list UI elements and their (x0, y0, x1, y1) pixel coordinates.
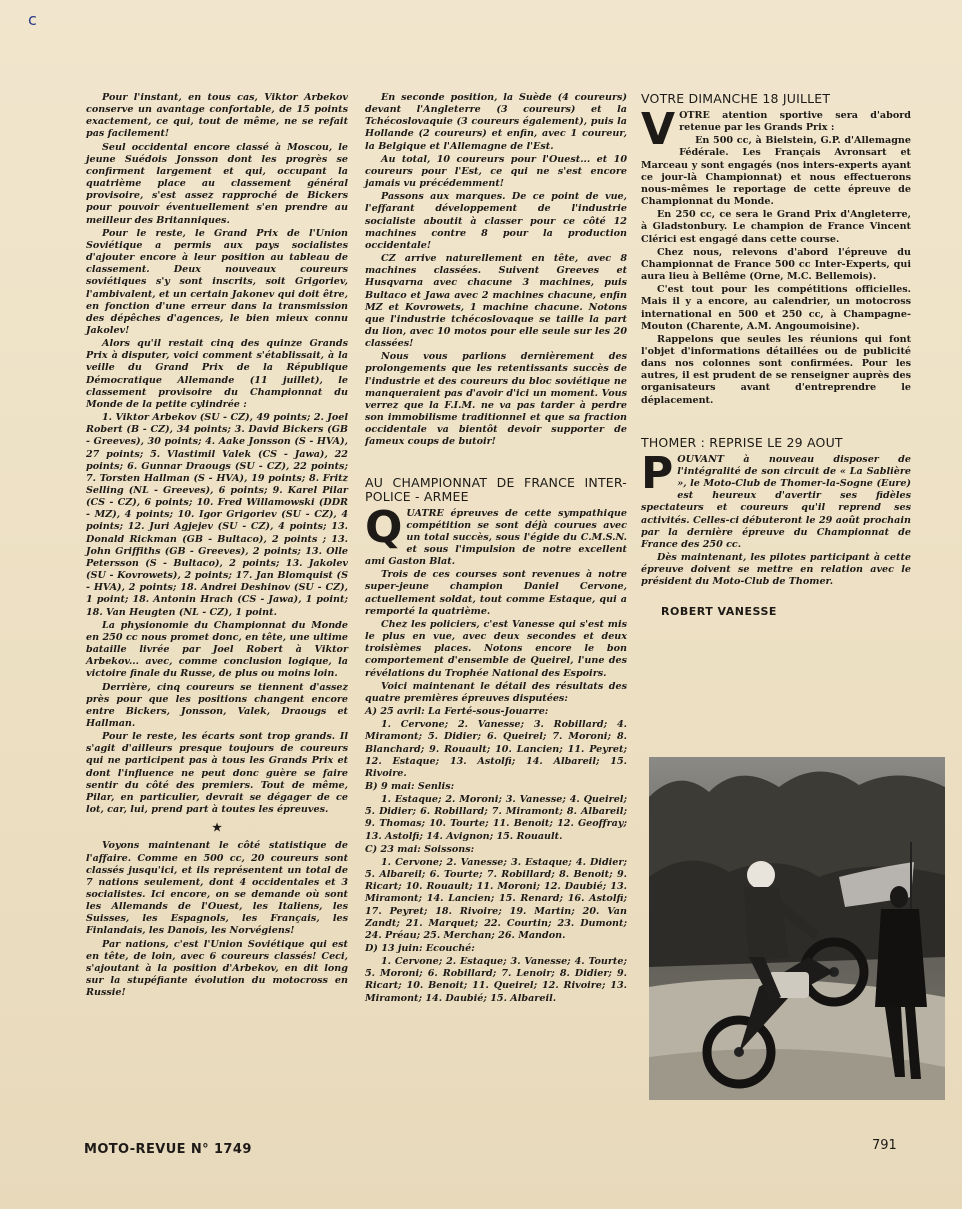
paragraph: Au total, 10 coureurs pour l'Ouest... et 10 coureurs pour l'Est, ce qui ne s'est encore jamais vu précédemment! (365, 153, 627, 190)
paragraph: OUVANT à nouveau disposer de l'intégralité de son circuit de « La Sablière », le Moto-Club de Thomer-la-Sogne (Eure) est heureux d'avertir ses fidèles spectateurs et coureurs qu'il reprend ses activités. Celles-ci débuteront le 29 août prochain par la dernière épreuve du Championnat de France des 250 cc. (641, 453, 911, 550)
paragraph: CZ arrive naturellement en tête, avec 8 machines classées. Suivent Greeves et Husqvarna avec chacune 3 machines, puis Bultaco et Jawa avec 2 machines chacune, enfin MZ et Kovrowets, 1 machine chacune. Notons que l'industrie tchécoslovaque se taille la part du lion, avec 10 motos pour elle seule sur les 20 classées! (365, 253, 627, 350)
race-results: 1. Estaque; 2. Moroni; 3. Vanesse; 4. Queirel; 5. Didier; 6. Robillard; 7. Miramont; 8. Albareil; 9. Thomas; 10. Tourte; 11. Benoit; 12. Geoffray; 13. Astolfi; 14. Avignon; 15. Rouault. (365, 794, 627, 842)
paragraph: C'est tout pour les compétitions officielles. Mais il y a encore, au calendrier, un motocross international en 500 et 250 cc, à Champagne-Mouton (Charente, A.M. Angoumoisine). (641, 284, 911, 332)
paragraph: Pour le reste, les écarts sont trop grands. Il s'agit d'ailleurs presque toujours de coureurs qui ne participent pas à tous les Grands Prix et dont l'influence ne peut donc guère se faire sentir du côté des premiers. Tout de même, Pilar, en particulier, devrait se dégager de ce lot, car, lui, prend part à toutes les épreuves. (86, 731, 348, 816)
paragraph: Derrière, cinq coureurs se tiennent d'assez près pour que les positions changent encore entre Bickers, Jonsson, Valek, Draougs et Hallman. (86, 681, 348, 729)
paragraph: La physionomie du Championnat du Monde en 250 cc nous promet donc, en tête, une ultime bataille livrée par Joel Robert à Viktor Arbekov... avec, comme conclusion logique, la victoire finale du Russe, de plus ou moins loin. (86, 619, 348, 680)
drop-cap: V (641, 104, 676, 155)
page-number: 791 (872, 1138, 897, 1153)
footer-magazine (84, 1142, 252, 1157)
paragraph: Alors qu'il restait cinq des quinze Grands Prix à disputer, voici comment s'établissait, à la veille du Grand Prix de la République Démocratique Allemande (11 juillet), le classement provisoire du Championnat du Monde de la petite cylindrée : (86, 338, 348, 410)
paragraph: En seconde position, la Suède (4 coureurs) devant l'Angleterre (3 coureurs) et la Tchécoslovaquie (3 coureurs également), puis la Hollande (2 coureurs) et enfin, avec 1 coureur, la Belgique et l'Allemagne de l'Est. (365, 92, 627, 152)
corner-mark: c (28, 10, 37, 29)
paragraph: Rappelons que seules les réunions qui font l'objet d'informations détaillées ou de publicité dans nos colonnes sont confirmées. Pour les autres, il est prudent de se renseigner auprès des organisateurs avant d'entreprendre le déplacement. (641, 333, 911, 406)
race-heading: D) 13 juin: Ecouché: (365, 943, 475, 954)
race-heading: C) 23 mai: Soissons: (365, 843, 475, 855)
paragraph: Dès maintenant, les pilotes participant à cette épreuve doivent se mettre en relation avec le président du Moto-Club de Thomer. (641, 552, 911, 588)
paragraph: Pour le reste, le Grand Prix de l'Union Soviétique a permis aux pays socialistes d'ajouter encore à leur position au tableau de classement. Deux nouveaux coureurs soviétiques s'y sont inscrits, soit Grigoriev, l'ambivalent, et un certain Jakonev qui doit être, en fonction d'une erreur dans la transmission des dépêches d'agences, le bien mieux connu Jakolev! (86, 227, 348, 336)
paragraph: Chez les policiers, c'est Vanesse qui s'est mis le plus en vue, avec deux secondes et deux troisièmes places. Notons encore le bon comportement d'ensemble de Queirel, l'une des révélations du Trophée National des Espoirs. (365, 618, 627, 679)
author-signature: ROBERT VANESSE (661, 605, 777, 619)
drop-cap: Q (365, 501, 403, 553)
race-results: 1. Cervone; 2. Vanesse; 3. Robillard; 4. Miramont; 5. Didier; 6. Queirel; 7. Moroni; 8. Blanchard; 9. Rouault; 10. Lancien; 11. Peyret; 12. Estaque; 13. Astolfi; 14. Albareil; 15. Rivoire. (365, 719, 627, 779)
race-results: 1. Cervone; 2. Vanesse; 3. Estaque; 4. Didier; 5. Albareil; 6. Tourte; 7. Robillard; 8. Benoit; 9. Ricart; 10. Rouault; 11. Moroni; 12. Daubié; 13. Miramont; 14. Lancien; 15. Renard; 16. Astolfi; 17. Peyret; 18. Rivoire; 19. Martin; 20. Van Zandt; 21. Marquet; 22. Courtin; 23. Dumont; 24. Préau; 25. Merchan; 26. Mandon. (365, 856, 627, 941)
paragraph: En 500 cc, à Bielstein, G.P. d'Allemagne Fédérale. Les Français Avronsart et Marceau y sont engagés (nos inters-experts ayant ce jour-là Championnat) et nous effectuerons nous-mêmes le reportage de cette épreuve de Championnat du Monde. (641, 135, 911, 208)
drop-cap: P (641, 447, 674, 499)
section-heading-thomer: THOMER : REPRISE LE 29 AOUT (641, 434, 843, 450)
column-3 (641, 92, 911, 619)
paragraph: Seul occidental encore classé à Moscou, le jeune Suédois Jonsson dont les progrès se confirment largement et qui, occupant la quatrième place au classement général provisoire, s'est assez rapproché de Bickers pour pouvoir éventuellement s'en prendre au meilleur des Britanniques. (86, 141, 348, 226)
paragraph: En 250 cc, ce sera le Grand Prix d'Angleterre, à Gladstonbury. Le champion de France Vincent Clérici est engagé dans cette course. (641, 209, 911, 245)
column-1 (86, 92, 348, 1000)
paragraph: OTRE atention sportive sera d'abord retenue par les Grands Prix : (679, 110, 911, 134)
paragraph: Chez nous, relevons d'abord l'épreuve du Championnat de France 500 cc Inter-Experts, qui aura lieu à Bellême (Orne, M.C. Bellemois). (641, 246, 911, 283)
issue-number: N° 1749 (190, 1142, 252, 1157)
paragraph: Trois de ces courses sont revenues à notre super-jeune champion Daniel Cervone, actuellement soldat, tout comme Estaque, qui a remporté la quatrième. (365, 569, 627, 617)
motocross-rider-illustration (649, 757, 945, 1100)
race-heading: B) 9 mai: Senlis: (365, 780, 455, 792)
race-results: 1. Cervone; 2. Estaque; 3. Vanesse; 4. Tourte; 5. Moroni; 6. Robillard; 7. Lenoir; 8. Didier; 9. Ricart; 10. Benoit; 11. Queirel; 12. Rivoire; 13. Miramont; 14. Daubié; 15. Albareil. (365, 956, 627, 1004)
paragraph: Voici maintenant le détail des résultats des quatre premières épreuves disputées: (365, 680, 627, 704)
column-2 (365, 92, 627, 1006)
standings-list: 1. Viktor Arbekov (SU - CZ), 49 points; 2. Joel Robert (B - CZ), 34 points; 3. David Bickers (GB - Greeves), 30 points; 4. Aake Jonsson (S - HVA), 27 points; 5. Vlastimil Valek (CS - Jawa), 22 points; 6. Gunnar Draougs (SU - CZ), 22 points; 7. Torsten Hallman (S - HVA), 19 points; 8. Fritz Selling (NL - Greeves), 6 points; 9. Karel Pilar (CS - CZ), 6 points; 10. Fred Willamowski (DDR - MZ), 4 points; 10. Igor Grigoriev (SU - CZ), 4 points; 12. Juri Agjejev (SU - CZ), 4 points; 13. Donald Rickman (GB - Bultaco), 2 points ; 13. John Griffiths (GB - Greeves), 2 points; 13. Olle Petersson (S - Bultaco), 2 points; 13. Jakolev (SU - Kovrowets), 2 points; 17. Jan Blomquist (S - HVA), 2 points; 18. Andrei Deshinov (SU - CZ), 1 point; 18. Antonin Hrach (CS - Jawa), 1 point; 18. Van Heugten (NL - CZ), 1 point. (86, 412, 348, 618)
star-separator: ★ (212, 821, 222, 835)
race-heading: A) 25 avril: La Ferté-sous-Jouarre: (365, 706, 549, 718)
section-heading-dimanche: VOTRE DIMANCHE 18 JUILLET (641, 91, 831, 106)
paragraph: UATRE épreuves de cette sympathique compétition se sont déjà courues avec un total succès, sous l'égide du C.M.S.N. et sous l'impulsion de notre excellent ami Gaston Blat. (365, 507, 627, 568)
paragraph: Nous vous parlions dernièrement des prolongements que les retentissants succès de l'industrie et des coureurs du bloc soviétique ne manqueraient pas d'avoir d'ici un moment. Vous verrez que la F.I.M. ne va pas tarder à perdre son immobilisme traditionnel et que sa fraction occidentale va bientôt devoir supporter de fameux coups de butoir! (365, 351, 627, 448)
paragraph: Voyons maintenant le côté statistique de l'affaire. Comme en 500 cc, 20 coureurs sont classés jusqu'ici, et ils représentent un total de 7 nations seulement, dont 4 occidentales et 3 socialistes. Ici encore, on se demande où sont les Allemands de l'Ouest, les Italiens, les Suisses, les Espagnols, les Français, les Finlandais, les Danois, les Norvégiens! (86, 840, 348, 937)
paragraph: Pour l'instant, en tous cas, Viktor Arbekov conserve un avantage confortable, de 15 points exactement, ce qui, tout de même, ne se refait pas facilement! (86, 92, 348, 140)
paragraph: Passons aux marques. De ce point de vue, l'effarant développement de l'industrie socialiste aboutit à classer pour ce côté 12 machines contre 8 pour la production occidentale! (365, 191, 627, 251)
section-heading-police-armee: AU CHAMPIONNAT DE FRANCE INTER-POLICE - ARMEE (365, 474, 627, 504)
paragraph: Par nations, c'est l'Union Soviétique qui est en tête, de loin, avec 6 coureurs classés! Ceci, s'ajoutant à la position d'Arbekov, en dit long sur la stupéfiante évolution du motocross en Russie! (86, 938, 348, 999)
magazine-name: MOTO-REVUE (84, 1142, 186, 1157)
motocross-photo (649, 757, 945, 1100)
